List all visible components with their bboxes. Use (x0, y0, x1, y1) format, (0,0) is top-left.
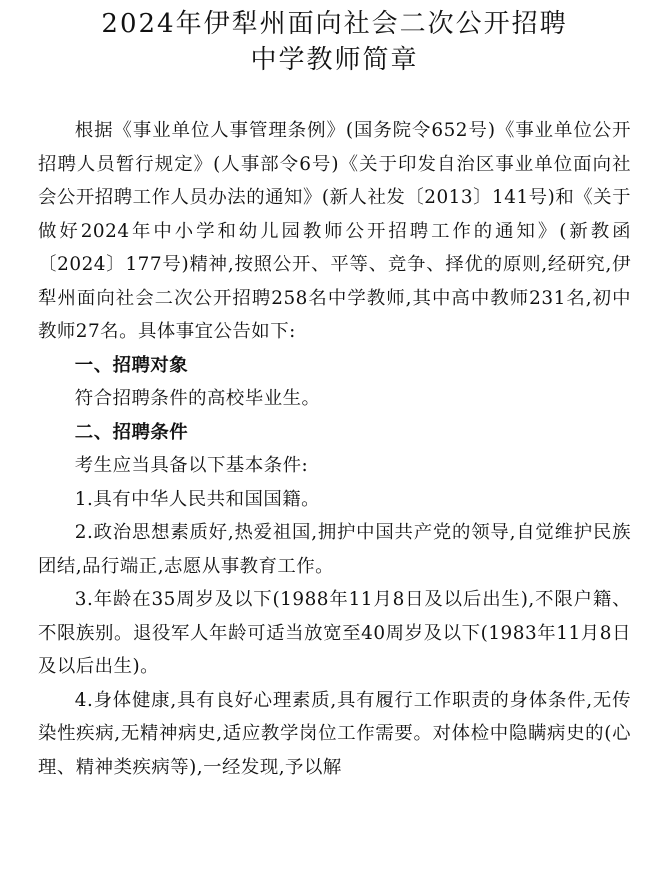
condition-item: 3.年龄在35周岁及以下(1988年11月8日及以后出生),不限户籍、不限族别。退役军人年龄可适当放宽至40周岁及以下(1983年11月8日及以后出生)。 (38, 589, 631, 677)
condition-item: 2.政治思想素质好,热爱祖国,拥护中国共产党的领导,自觉维护民族团结,品行端正,志愿从事教育工作。 (38, 522, 631, 577)
conditions-intro: 考生应当具备以下基本条件: (74, 455, 309, 476)
section-heading-recruitment-conditions: 二、招聘条件 (74, 421, 189, 443)
section-text-recruitment-target: 符合招聘条件的高校毕业生。 (74, 388, 321, 409)
title-line-2: 中学教师简章 (250, 45, 419, 75)
intro-paragraph: 根据《事业单位人事管理条例》(国务院令652号)《事业单位公开招聘人员暂行规定》(人事部令6号)《关于印发自治区事业单位面向社会公开招聘工作人员办法的通知》(新人社发〔2013〕141号)和《关于做好2024年中小学和幼儿园教师公开招聘工作的通知》(新教函〔2024〕177号)精神,按照公开、平等、竞争、择优的原则,经研究,伊犁州面向社会二次公开招聘258名中学教师,其中高中教师231名,初中教师27名。具体事宜公告如下: (38, 120, 631, 342)
condition-item: 4.身体健康,具有良好心理素质,具有履行工作职责的身体条件,无传染性疾病,无精神病史,适应教学岗位工作需要。对体检中隐瞒病史的(心理、精神类疾病等),一经发现,予以解 (38, 689, 631, 778)
section-heading-recruitment-target: 一、招聘对象 (74, 354, 189, 376)
condition-item: 1.具有中华人民共和国国籍。 (74, 488, 321, 510)
title-line-1: 2024年伊犁州面向社会二次公开招聘 (101, 9, 568, 39)
document-title (38, 6, 631, 78)
document-body (38, 114, 631, 784)
